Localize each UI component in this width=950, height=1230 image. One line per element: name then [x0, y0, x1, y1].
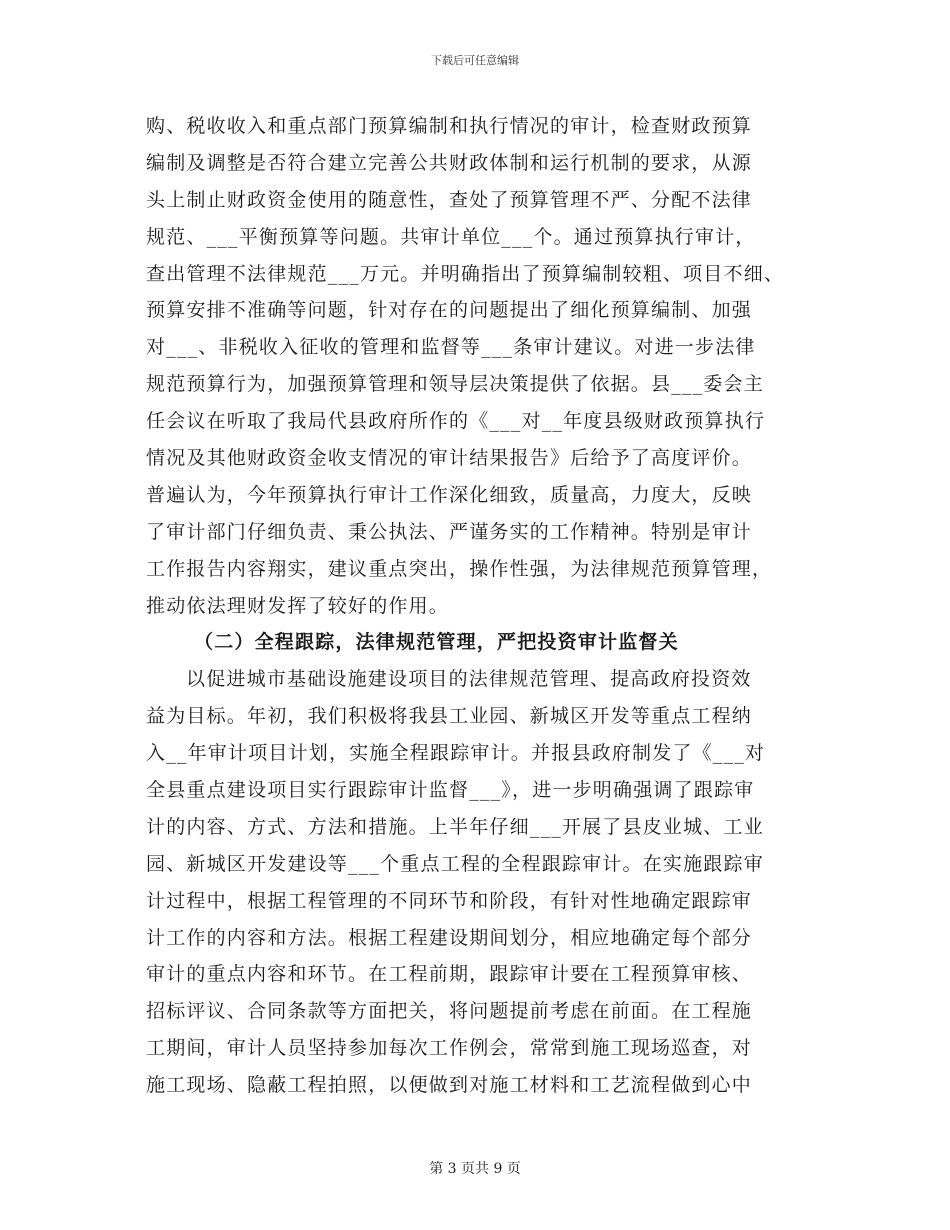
text-line: 全县重点建设项目实行跟踪审计监督___》，进一步明确强调了跟踪审 [146, 779, 755, 802]
text-line: 头上制止财政资金使用的随意性，查处了预算管理不严、分配不法律 [146, 188, 753, 211]
text-line: 施工现场、隐蔽工程拍照，以便做到对施工材料和工艺流程做到心中 [146, 1074, 753, 1097]
text-line: 查出管理不法律规范___万元。并明确指出了预算编制较粗、项目不细、 [146, 262, 785, 285]
text-line: 预算安排不准确等问题，针对存在的问题提出了细化预算编制、加强 [146, 299, 753, 322]
text-line: 计工作的内容和方法。根据工程建设期间划分，相应地确定每个部分 [146, 926, 753, 949]
text-line: 任会议在听取了我局代县政府所作的《___对__年度县级财政预算执行 [146, 410, 766, 433]
text-line: 招标评议、合同条款等方面把关，将问题提前考虑在前面。在工程施 [146, 1000, 753, 1023]
text-line: 情况及其他财政资金收支情况的审计结果报告》后给予了高度评价。 [146, 447, 753, 470]
paragraph-budget-audit [146, 108, 826, 624]
text-line: 工期间，审计人员坚持参加每次工作例会，常常到施工现场巡查，对 [146, 1037, 753, 1060]
text-line: 规范、___平衡预算等问题。共审计单位___个。通过预算执行审计， [146, 225, 756, 248]
text-line: 对___、非税收入征收的管理和监督等___条审计建议。对进一步法律 [146, 336, 756, 359]
text-line: 推动依法理财发挥了较好的作用。 [146, 594, 450, 617]
text-line: 购、税收收入和重点部门预算编制和执行情况的审计，检查财政预算 [146, 115, 753, 137]
text-line: 审计的重点内容和环节。在工程前期，跟踪审计要在工程预算审核、 [146, 963, 753, 986]
document-body [146, 108, 826, 1104]
text-line: 以促进城市基础设施建设项目的法律规范管理、提高政府投资效 [186, 668, 752, 691]
text-line: 益为目标。年初，我们积极将我县工业园、新城区开发等重点工程纳 [146, 705, 753, 728]
text-line: 编制及调整是否符合建立完善公共财政体制和运行机制的要求，从源 [146, 151, 753, 174]
page-header: 下载后可任意编辑 [431, 54, 519, 67]
text-line: 普遍认为，今年预算执行审计工作深化细致，质量高，力度大，反映 [146, 483, 753, 506]
section-heading: （二）全程跟踪，法律规范管理，严把投资审计监督关 [194, 631, 679, 654]
text-line: 入__年审计项目计划，实施全程跟踪审计。并报县政府制发了《___对 [146, 742, 766, 765]
text-line: 园、新城区开发建设等___个重点工程的全程跟踪审计。在实施跟踪审 [146, 852, 764, 875]
text-line: 计的内容、方式、方法和措施。上半年仔细___开展了县皮业城、工业 [146, 815, 764, 838]
text-line: 计过程中，根据工程管理的不同环节和阶段，有针对性地确定跟踪审 [146, 889, 753, 912]
paragraph-investment-audit [146, 661, 826, 1104]
text-line: 规范预算行为，加强预算管理和领导层决策提供了依据。县___委会主 [146, 373, 764, 396]
text-line: 工作报告内容翔实，建议重点突出，操作性强，为法律规范预算管理， [146, 557, 773, 580]
text-line: 了审计部门仔细负责、秉公执法、严谨务实的工作精神。特别是审计 [146, 520, 753, 543]
page-number: 第 3 页共 9 页 [429, 1161, 521, 1177]
